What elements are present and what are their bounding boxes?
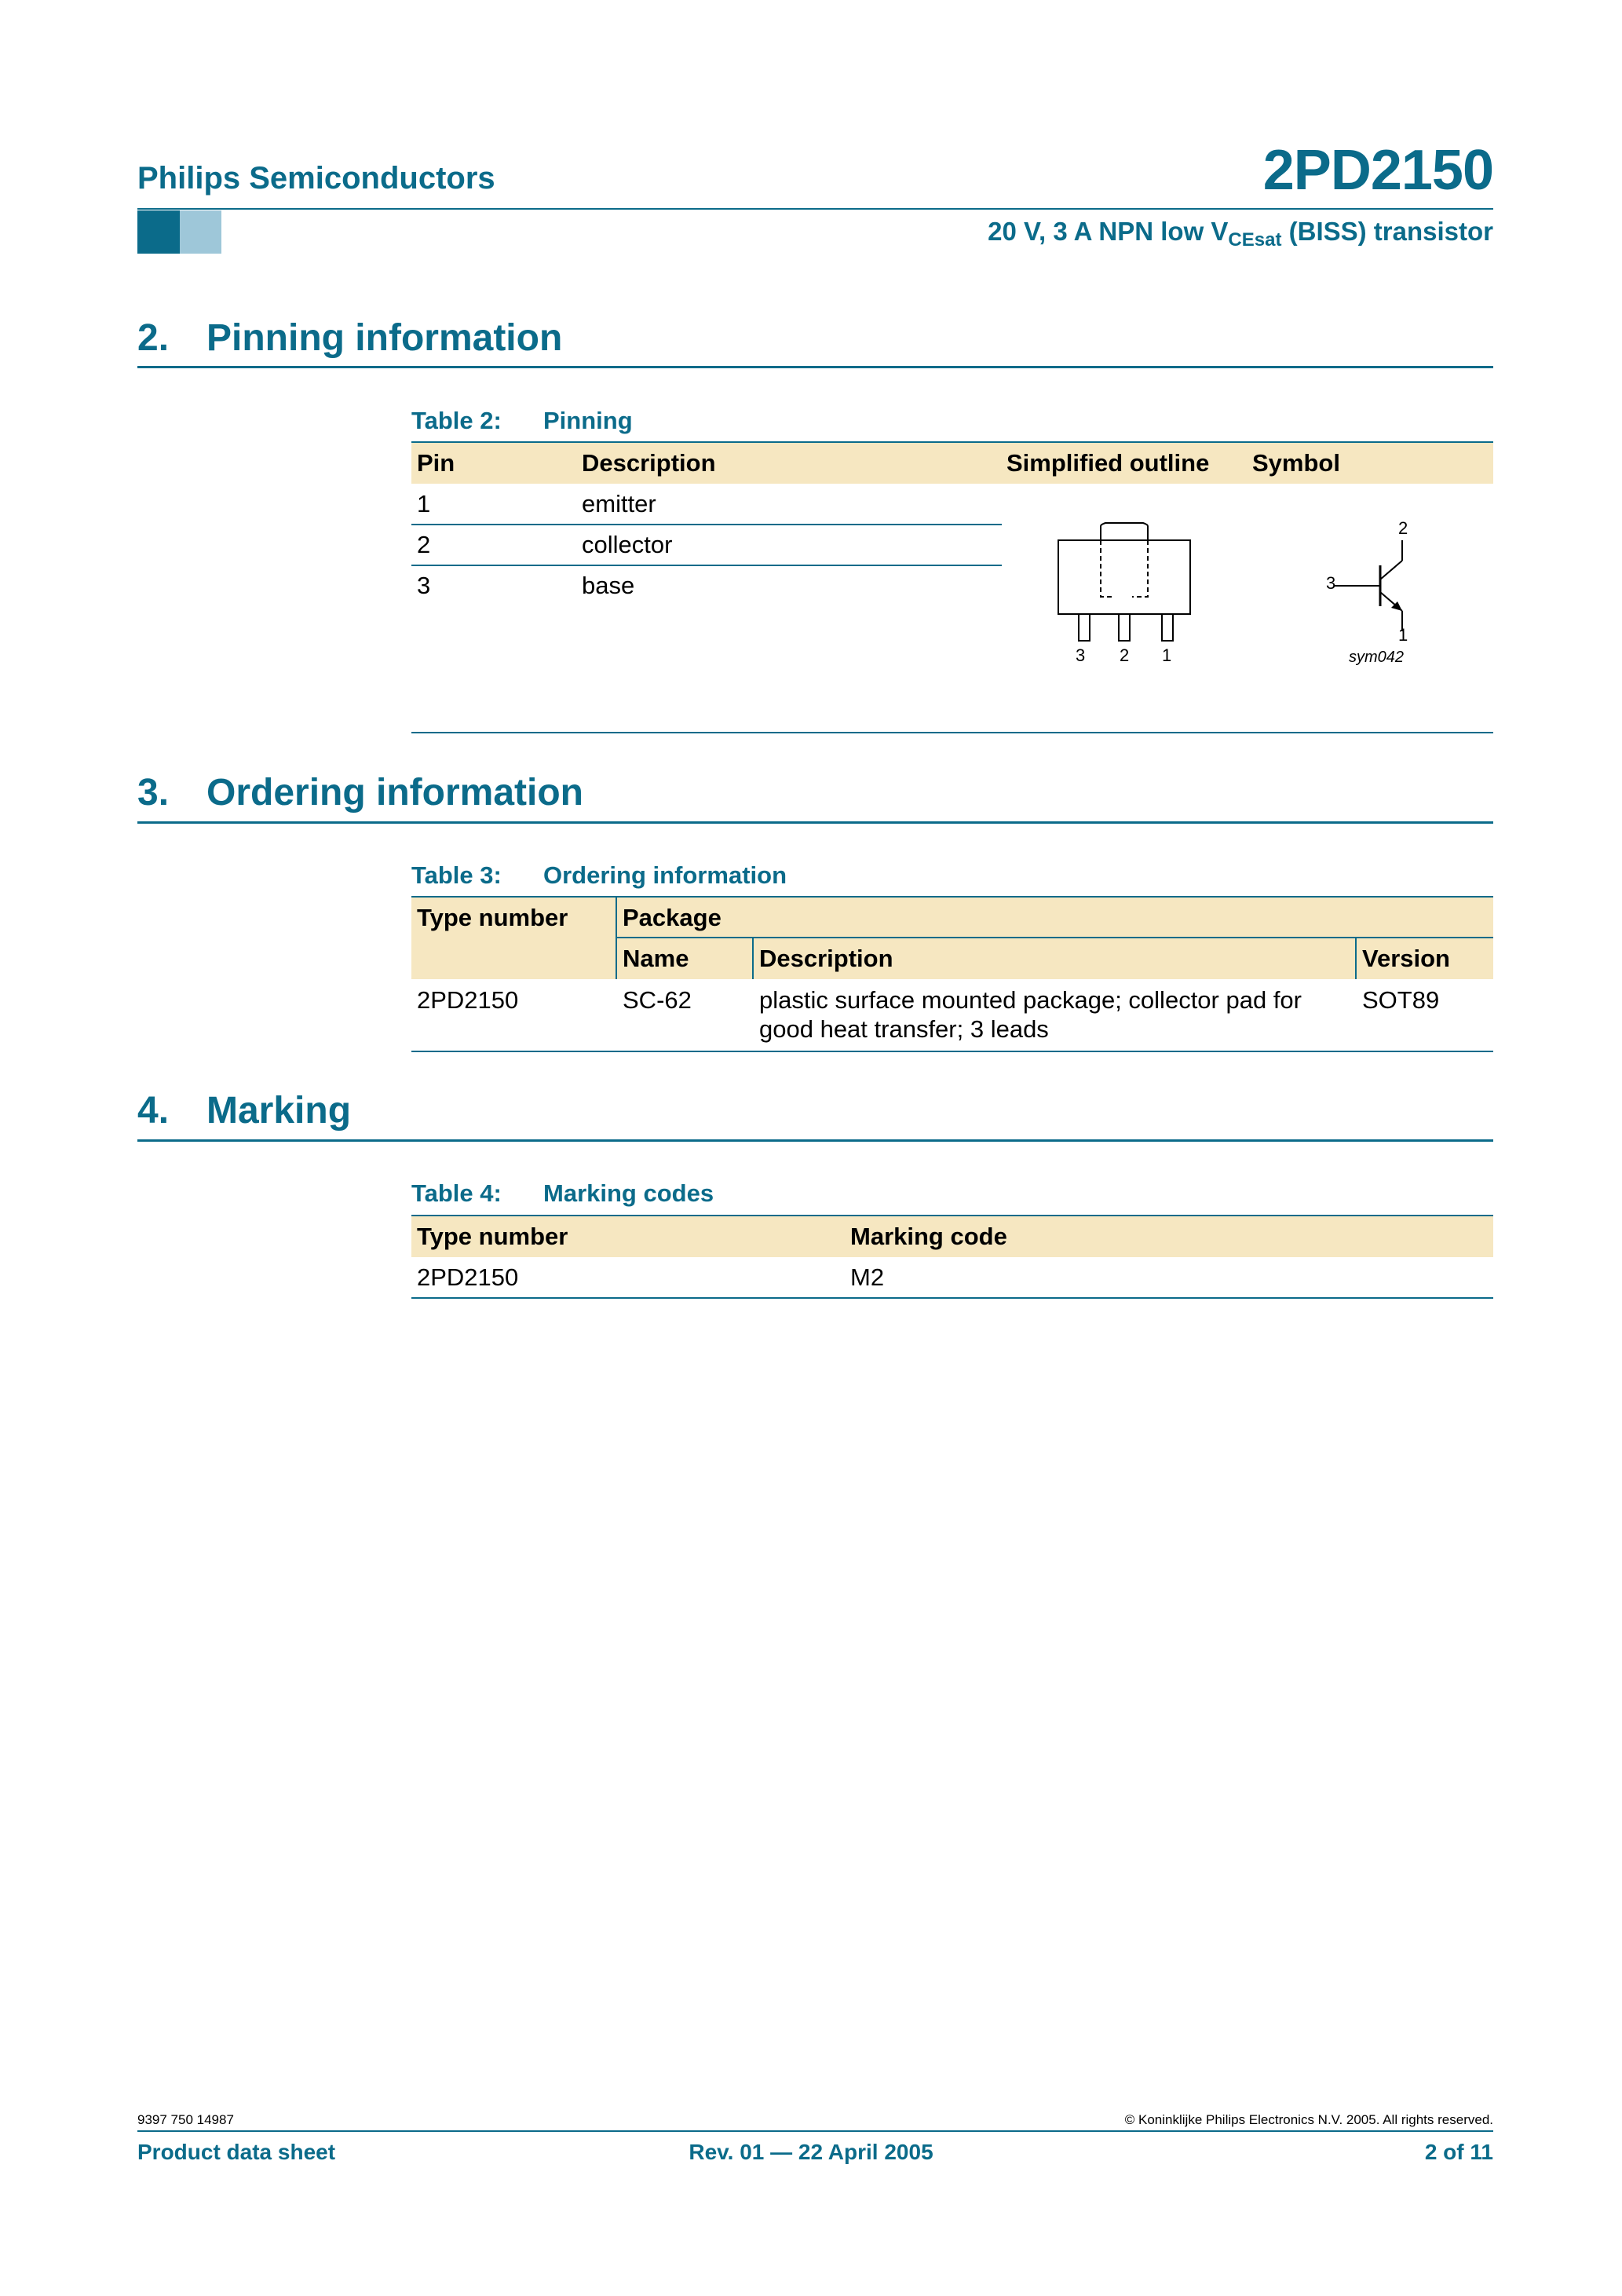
table-3-subheader-rule (617, 937, 1493, 938)
symbol-label-collector: 2 (1398, 518, 1408, 538)
outline-pin-label-2: 2 (1120, 645, 1130, 665)
section-2-title: Pinning information (206, 317, 563, 359)
header-rule (137, 208, 1493, 210)
table-3-header-type-number: Type number (417, 904, 568, 931)
table-3-caption-title: Ordering information (543, 861, 787, 889)
table-2-header-description: Description (582, 449, 716, 477)
table-3-description-line-2: good heat transfer; 3 leads (759, 1015, 1049, 1043)
table-3-bottom-rule (411, 1051, 1493, 1052)
table-2-caption-number: Table 2: (411, 407, 502, 434)
lead-2 (1119, 614, 1130, 641)
table-2-pin-3: 3 (417, 572, 431, 599)
table-3-caption-number: Table 3: (411, 861, 502, 889)
subtitle-post: (BISS) transistor (1281, 217, 1493, 246)
footer-page-number: 2 of 11 (1424, 2140, 1493, 2164)
collector-tab (1101, 523, 1148, 540)
table-3-header-description: Description (759, 945, 893, 972)
table-3-package-name: SC-62 (623, 986, 692, 1014)
table-2-bottom-rule (411, 732, 1493, 733)
subtitle-pre: 20 V, 3 A NPN low V (988, 217, 1229, 246)
company-name: Philips Semiconductors (137, 161, 495, 196)
table-3-header-block (411, 898, 1493, 979)
table-4-marking-code: M2 (850, 1263, 885, 1291)
footer-rule (137, 2130, 1493, 2132)
table-4-header-marking-code: Marking code (850, 1223, 1007, 1250)
section-4-rule (137, 1139, 1493, 1142)
footer-revision: Rev. 01 — 22 April 2005 (689, 2140, 933, 2164)
table-2-header-outline: Simplified outline (1006, 449, 1210, 477)
section-4-title: Marking (206, 1090, 352, 1132)
table-2-caption-title: Pinning (543, 407, 633, 434)
table-2-pin-1: 1 (417, 490, 431, 517)
table-3-version: SOT89 (1362, 986, 1440, 1014)
footer-copyright: © Koninklijke Philips Electronics N.V. 2005. All rights reserved. (1124, 2112, 1493, 2127)
subtitle-subscript: CEsat (1228, 229, 1282, 250)
package-outline-drawing (1044, 518, 1233, 675)
section-3-rule (137, 821, 1493, 824)
table-4-header-type-number: Type number (417, 1223, 568, 1250)
table-3-header-package: Package (623, 904, 721, 931)
document-subtitle (988, 217, 1493, 251)
table-3-header-name: Name (623, 945, 689, 972)
outline-pin-label-3: 3 (1076, 645, 1086, 665)
table-3-description-line-1: plastic surface mounted package; collector pad for (759, 986, 1302, 1014)
footer-doc-type: Product data sheet (137, 2140, 336, 2164)
table-2-desc-1: emitter (582, 490, 656, 517)
table-3-type-number: 2PD2150 (417, 986, 519, 1014)
table-4-type-number: 2PD2150 (417, 1263, 519, 1291)
lead-3 (1079, 614, 1090, 641)
section-3-number: 3. (137, 772, 170, 813)
table-3-col-separator (616, 898, 617, 979)
table-2-pin-2: 2 (417, 531, 431, 558)
brand-block-dark (137, 210, 180, 254)
collector-line (1380, 561, 1402, 579)
collector-pad-hidden (1101, 540, 1148, 597)
table-3-header-version: Version (1362, 945, 1450, 972)
section-2-number: 2. (137, 317, 170, 359)
npn-transistor-symbol-icon (1335, 534, 1429, 636)
section-2-rule (137, 366, 1493, 368)
brand-block-light (180, 210, 221, 254)
table-4-bottom-rule (411, 1297, 1493, 1299)
package-body (1058, 540, 1190, 614)
table-2-desc-3: base (582, 572, 635, 599)
outline-pin-label-1: 1 (1162, 645, 1172, 665)
table-2-desc-2: collector (582, 531, 673, 558)
table-4-caption-title: Marking codes (543, 1179, 714, 1207)
part-number: 2PD2150 (1262, 139, 1493, 202)
footer-doc-number: 9397 750 14987 (137, 2112, 234, 2127)
symbol-label-emitter: 1 (1398, 625, 1408, 645)
table-4-caption-number: Table 4: (411, 1179, 502, 1207)
section-4-number: 4. (137, 1090, 170, 1132)
table-2-header-pin: Pin (417, 449, 455, 477)
table-2-row-rule (411, 565, 1002, 566)
table-3-col-separator (752, 938, 754, 979)
section-3-title: Ordering information (206, 772, 583, 813)
table-2-header-symbol: Symbol (1252, 449, 1340, 477)
table-2-row-rule (411, 524, 1002, 525)
table-3-col-separator (1355, 938, 1357, 979)
symbol-label-base: 3 (1326, 573, 1336, 593)
symbol-code: sym042 (1349, 649, 1405, 666)
lead-1 (1162, 614, 1173, 641)
